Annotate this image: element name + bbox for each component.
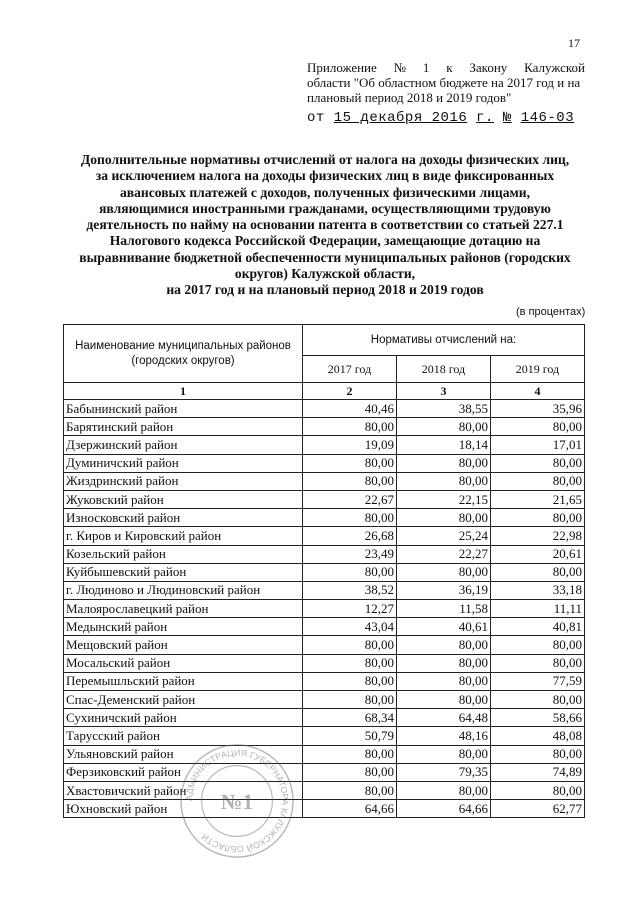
value-2019-cell: 80,00 xyxy=(490,563,584,581)
table-row xyxy=(64,454,585,472)
value-2018-cell: 80,00 xyxy=(396,418,490,436)
district-name-cell: Думиничский район xyxy=(64,454,303,472)
value-2019-cell: 35,96 xyxy=(490,400,584,418)
table-row xyxy=(64,436,585,454)
district-name-cell: Дзержинский район xyxy=(64,436,303,454)
appendix-word: Калужской xyxy=(524,60,585,75)
title-line: деятельность по найму на основании патента в соответствии со статьей 227.1 xyxy=(86,217,564,233)
district-name-cell: Износковский район xyxy=(64,509,303,527)
value-2018-cell: 80,00 xyxy=(396,636,490,654)
value-2017-cell: 23,49 xyxy=(303,545,397,563)
title-line: Налогового кодекса Российской Федерации, замещающие дотацию на xyxy=(109,233,541,249)
value-2019-cell: 80,00 xyxy=(490,691,584,709)
appendix-word: Закону xyxy=(469,60,508,75)
district-name-cell: Сухиничский район xyxy=(64,709,303,727)
title-line: на 2017 год и на плановый период 2018 и 2019 годов xyxy=(166,282,484,298)
value-2017-cell: 64,66 xyxy=(303,800,397,818)
value-2018-cell: 18,14 xyxy=(396,436,490,454)
document-title xyxy=(60,152,590,299)
page-number: 17 xyxy=(568,36,580,50)
appendix-date-line xyxy=(307,111,585,126)
value-2017-cell: 80,00 xyxy=(303,509,397,527)
district-name-cell: Перемышльский район xyxy=(64,672,303,690)
value-2018-cell: 64,66 xyxy=(396,800,490,818)
value-2018-cell: 79,35 xyxy=(396,763,490,781)
appendix-word: 1 xyxy=(422,60,430,75)
value-2018-cell: 80,00 xyxy=(396,745,490,763)
title-line: округов) Калужской области, xyxy=(234,266,416,282)
value-2017-cell: 80,00 xyxy=(303,454,397,472)
appendix-header xyxy=(307,60,585,126)
value-2019-cell: 58,66 xyxy=(490,709,584,727)
value-2017-cell: 80,00 xyxy=(303,745,397,763)
official-stamp xyxy=(178,742,296,860)
date-suffix: г. xyxy=(476,110,494,126)
appendix-line-2: области "Об областном бюджете на 2017 год и на xyxy=(307,75,581,90)
value-2019-cell: 40,81 xyxy=(490,618,584,636)
date-prefix: от xyxy=(307,110,325,126)
value-2017-cell: 80,00 xyxy=(303,691,397,709)
value-2019-cell: 11,11 xyxy=(490,600,584,618)
table-row xyxy=(64,781,585,799)
column-group-header: Нормативы отчислений на: xyxy=(303,325,585,356)
district-name-cell: г. Людиново и Людиновский район xyxy=(64,581,303,599)
value-2019-cell: 48,08 xyxy=(490,727,584,745)
district-name-cell: Ульяновский район xyxy=(64,745,303,763)
district-name-cell: Хвастовичский район xyxy=(64,781,303,799)
table-row xyxy=(64,800,585,818)
norms-table xyxy=(63,324,585,818)
district-name-cell: Тарусский район xyxy=(64,727,303,745)
table-row xyxy=(64,763,585,781)
value-2018-cell: 80,00 xyxy=(396,691,490,709)
stamp-ring-text: АДМИНИСТРАЦИЯ ГУБЕРНАТОРА КАЛУЖСКОЙ ОБЛАСТИ xyxy=(183,747,291,855)
value-2018-cell: 80,00 xyxy=(396,672,490,690)
district-name-cell: Козельский район xyxy=(64,545,303,563)
value-2018-cell: 80,00 xyxy=(396,509,490,527)
table-row xyxy=(64,672,585,690)
value-2019-cell: 80,00 xyxy=(490,745,584,763)
title-line: за исключением налога на доходы физических лиц в виде фиксированных xyxy=(95,168,555,184)
table-row xyxy=(64,400,585,418)
district-name-cell: Ферзиковский район xyxy=(64,763,303,781)
value-2019-cell: 80,00 xyxy=(490,636,584,654)
value-2019-cell: 80,00 xyxy=(490,418,584,436)
date-value: 15 декабря 2016 xyxy=(333,110,468,126)
table-row xyxy=(64,691,585,709)
value-2019-cell: 21,65 xyxy=(490,490,584,508)
title-line: авансовых платежей с доходов, полученных физическими лицами, xyxy=(119,184,531,200)
title-line: являющимися иностранными гражданами, осуществляющими трудовую xyxy=(99,200,551,216)
table-row xyxy=(64,600,585,618)
district-name-cell: Жуковский район xyxy=(64,490,303,508)
value-2018-cell: 80,00 xyxy=(396,472,490,490)
value-2017-cell: 80,00 xyxy=(303,654,397,672)
value-2018-cell: 36,19 xyxy=(396,581,490,599)
value-2017-cell: 80,00 xyxy=(303,472,397,490)
value-2019-cell: 80,00 xyxy=(490,509,584,527)
value-2019-cell: 80,00 xyxy=(490,472,584,490)
value-2018-cell: 25,24 xyxy=(396,527,490,545)
table-row xyxy=(64,618,585,636)
title-line: выравнивание бюджетной обеспеченности муниципальных районов (городских xyxy=(79,249,571,265)
value-2017-cell: 68,34 xyxy=(303,709,397,727)
table-row xyxy=(64,490,585,508)
title-line: Дополнительные нормативы отчислений от налога на доходы физических лиц, xyxy=(80,152,570,167)
value-2017-cell: 43,04 xyxy=(303,618,397,636)
value-2017-cell: 80,00 xyxy=(303,636,397,654)
table-row xyxy=(64,727,585,745)
appendix-word: к xyxy=(446,60,453,75)
value-2019-cell: 33,18 xyxy=(490,581,584,599)
value-2018-cell: 11,58 xyxy=(396,600,490,618)
value-2018-cell: 22,27 xyxy=(396,545,490,563)
value-2017-cell: 80,00 xyxy=(303,763,397,781)
column-number: 2 xyxy=(303,383,397,400)
district-name-cell: г. Киров и Кировский район xyxy=(64,527,303,545)
table-row xyxy=(64,709,585,727)
table-row xyxy=(64,563,585,581)
table-body xyxy=(64,400,585,818)
value-2017-cell: 12,27 xyxy=(303,600,397,618)
table-row xyxy=(64,527,585,545)
value-2017-cell: 19,09 xyxy=(303,436,397,454)
district-name-cell: Бабынинский район xyxy=(64,400,303,418)
value-2017-cell: 50,79 xyxy=(303,727,397,745)
year-header-2019: 2019 год xyxy=(490,356,584,383)
value-2018-cell: 80,00 xyxy=(396,781,490,799)
value-2019-cell: 62,77 xyxy=(490,800,584,818)
district-name-cell: Жиздринский район xyxy=(64,472,303,490)
value-2019-cell: 22,98 xyxy=(490,527,584,545)
district-name-cell: Барятинский район xyxy=(64,418,303,436)
table-row xyxy=(64,509,585,527)
value-2019-cell: 80,00 xyxy=(490,781,584,799)
table-row xyxy=(64,472,585,490)
value-2018-cell: 38,55 xyxy=(396,400,490,418)
stamp-center-text: №1 xyxy=(220,789,254,814)
value-2019-cell: 77,59 xyxy=(490,672,584,690)
value-2019-cell: 17,01 xyxy=(490,436,584,454)
column-number: 1 xyxy=(64,383,303,400)
value-2017-cell: 80,00 xyxy=(303,672,397,690)
year-header-2018: 2018 год xyxy=(396,356,490,383)
value-2017-cell: 38,52 xyxy=(303,581,397,599)
district-name-cell: Малоярославецкий район xyxy=(64,600,303,618)
district-name-cell: Мосальский район xyxy=(64,654,303,672)
district-name-cell: Куйбышевский район xyxy=(64,563,303,581)
value-2018-cell: 80,00 xyxy=(396,454,490,472)
number-prefix: № xyxy=(502,110,512,126)
value-2017-cell: 22,67 xyxy=(303,490,397,508)
table-row xyxy=(64,545,585,563)
table-row xyxy=(64,418,585,436)
table-row xyxy=(64,581,585,599)
value-2017-cell: 80,00 xyxy=(303,563,397,581)
value-2019-cell: 80,00 xyxy=(490,654,584,672)
table-row xyxy=(64,745,585,763)
appendix-word: № xyxy=(393,60,407,75)
column-header-name: Наименование муниципальных районов (городских округов) xyxy=(64,325,303,383)
district-name-cell: Медынский район xyxy=(64,618,303,636)
district-name-cell: Мещовский район xyxy=(64,636,303,654)
column-number: 3 xyxy=(396,383,490,400)
value-2019-cell: 74,89 xyxy=(490,763,584,781)
appendix-line-3: плановый период 2018 и 2019 годов" xyxy=(307,90,512,105)
value-2018-cell: 22,15 xyxy=(396,490,490,508)
column-number: 4 xyxy=(490,383,584,400)
table-row xyxy=(64,654,585,672)
value-2019-cell: 20,61 xyxy=(490,545,584,563)
appendix-line-1 xyxy=(307,60,585,75)
value-2018-cell: 48,16 xyxy=(396,727,490,745)
units-note: (в процентах) xyxy=(516,306,586,318)
value-2018-cell: 40,61 xyxy=(396,618,490,636)
value-2018-cell: 80,00 xyxy=(396,563,490,581)
table-row xyxy=(64,636,585,654)
number-value: 146-03 xyxy=(520,110,575,126)
value-2019-cell: 80,00 xyxy=(490,454,584,472)
value-2017-cell: 26,68 xyxy=(303,527,397,545)
appendix-word: Приложение xyxy=(307,60,377,75)
value-2017-cell: 80,00 xyxy=(303,418,397,436)
value-2018-cell: 64,48 xyxy=(396,709,490,727)
value-2017-cell: 40,46 xyxy=(303,400,397,418)
district-name-cell: Юхновский район xyxy=(64,800,303,818)
value-2018-cell: 80,00 xyxy=(396,654,490,672)
year-header-2017: 2017 год xyxy=(303,356,397,383)
district-name-cell: Спас-Деменский район xyxy=(64,691,303,709)
value-2017-cell: 80,00 xyxy=(303,781,397,799)
